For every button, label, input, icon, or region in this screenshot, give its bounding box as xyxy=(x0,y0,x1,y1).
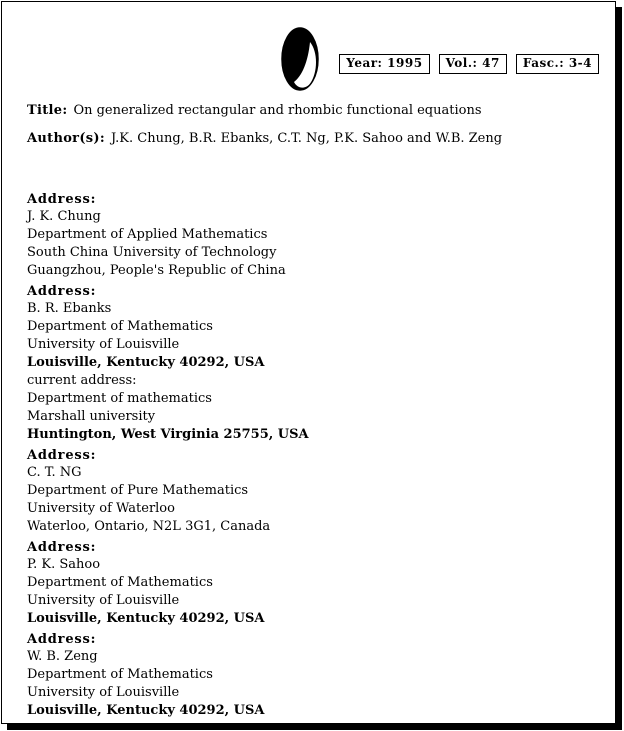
address-line: South China University of Technology xyxy=(27,245,277,260)
address-line: Waterloo, Ontario, N2L 3G1, Canada xyxy=(27,519,271,534)
volume-badge: Vol.: 47 xyxy=(439,54,507,74)
issue-badges xyxy=(339,54,599,74)
document-page xyxy=(1,1,616,724)
authors-value: J.K. Chung, B.R. Ebanks, C.T. Ng, P.K. Sahoo and W.B. Zeng xyxy=(110,131,503,146)
address-line: Marshall university xyxy=(27,409,156,424)
title-label: Title: xyxy=(27,103,68,118)
address-line: Department of mathematics xyxy=(27,391,212,406)
address-label: Address: xyxy=(27,632,97,647)
authors-row xyxy=(27,130,605,148)
address-line: current address: xyxy=(27,373,137,388)
address-line: Department of Pure Mathematics xyxy=(27,483,249,498)
paper-metadata xyxy=(27,102,605,158)
address-line: University of Waterloo xyxy=(27,501,175,516)
title-row xyxy=(27,102,605,120)
address-block xyxy=(27,632,605,720)
author-name: J. K. Chung xyxy=(27,209,101,224)
address-line: Department of Mathematics xyxy=(27,667,213,682)
address-block xyxy=(27,192,605,280)
address-label: Address: xyxy=(27,284,97,299)
address-block xyxy=(27,448,605,536)
address-label: Address: xyxy=(27,540,97,555)
address-line: Louisville, Kentucky 40292, USA xyxy=(27,703,265,718)
title-value: On generalized rectangular and rhombic functional equations xyxy=(73,103,482,118)
address-line: University of Louisville xyxy=(27,685,180,700)
address-block xyxy=(27,540,605,628)
address-line: Guangzhou, People's Republic of China xyxy=(27,263,286,278)
address-line: Department of Mathematics xyxy=(27,319,213,334)
journal-logo-icon xyxy=(280,26,320,92)
address-line: Department of Mathematics xyxy=(27,575,213,590)
fascicle-badge: Fasc.: 3-4 xyxy=(516,54,599,74)
address-label: Address: xyxy=(27,192,97,207)
address-label: Address: xyxy=(27,448,97,463)
author-name: B. R. Ebanks xyxy=(27,301,112,316)
year-badge: Year: 1995 xyxy=(339,54,429,74)
authors-label: Author(s): xyxy=(27,131,105,146)
address-line: Louisville, Kentucky 40292, USA xyxy=(27,355,265,370)
address-line: University of Louisville xyxy=(27,593,180,608)
address-line: Huntington, West Virginia 25755, USA xyxy=(27,427,309,442)
address-line: Department of Applied Mathematics xyxy=(27,227,268,242)
author-name: P. K. Sahoo xyxy=(27,557,101,572)
address-line: University of Louisville xyxy=(27,337,180,352)
address-block xyxy=(27,284,605,444)
address-line: Louisville, Kentucky 40292, USA xyxy=(27,611,265,626)
author-name: C. T. NG xyxy=(27,465,82,480)
author-name: W. B. Zeng xyxy=(27,649,98,664)
address-list xyxy=(27,192,605,724)
